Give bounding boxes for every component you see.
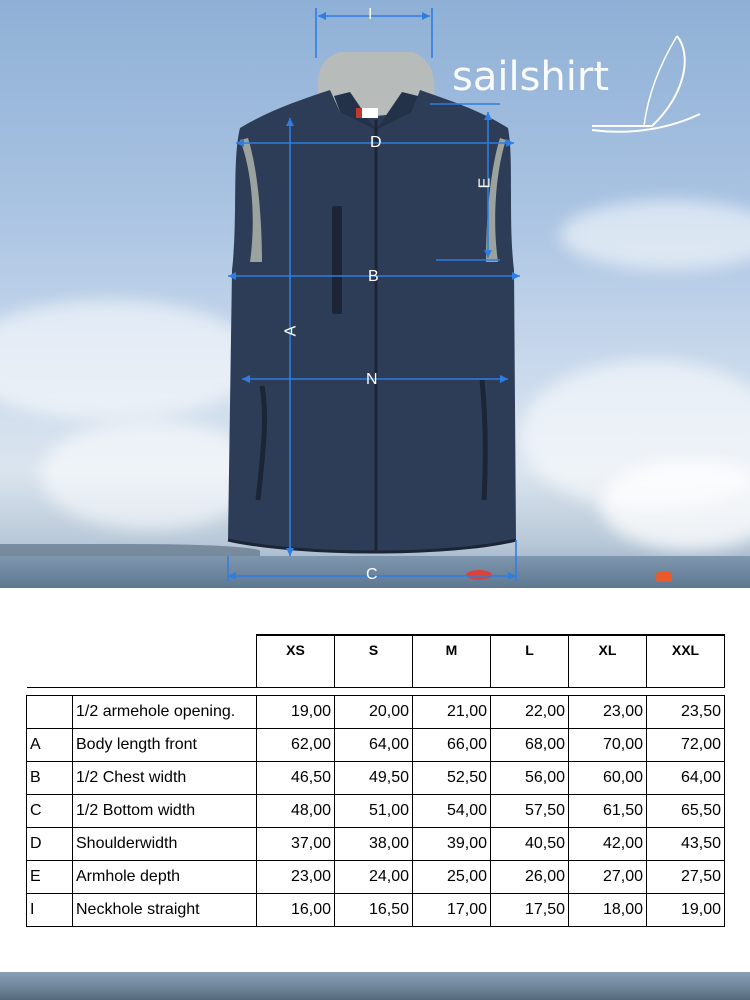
size-value-l: 40,50 bbox=[491, 827, 569, 860]
brand-name: sailshirt bbox=[452, 54, 610, 100]
measure-code: B bbox=[27, 761, 73, 794]
measure-label: Neckhole straight bbox=[73, 893, 257, 926]
size-value-l: 26,00 bbox=[491, 860, 569, 893]
size-value-xl: 27,00 bbox=[569, 860, 647, 893]
size-value-xxl: 72,00 bbox=[647, 728, 725, 761]
size-value-m: 66,00 bbox=[413, 728, 491, 761]
size-header-l: L bbox=[491, 635, 569, 687]
size-value-m: 52,50 bbox=[413, 761, 491, 794]
dimension-label-n: N bbox=[366, 371, 378, 388]
size-value-xxl: 43,50 bbox=[647, 827, 725, 860]
size-value-xs: 48,00 bbox=[257, 794, 335, 827]
measure-label: Shoulderwidth bbox=[73, 827, 257, 860]
table-row bbox=[27, 728, 725, 761]
table-row bbox=[27, 860, 725, 893]
measure-label: 1/2 armehole opening. bbox=[73, 695, 257, 728]
size-value-m: 54,00 bbox=[413, 794, 491, 827]
measure-code: I bbox=[27, 893, 73, 926]
dimension-label-b: B bbox=[368, 268, 379, 285]
size-value-xxl: 19,00 bbox=[647, 893, 725, 926]
size-value-xl: 60,00 bbox=[569, 761, 647, 794]
table-row bbox=[27, 761, 725, 794]
size-table bbox=[26, 634, 725, 927]
size-value-xxl: 27,50 bbox=[647, 860, 725, 893]
dimension-label-i: I bbox=[368, 6, 373, 23]
size-value-xl: 18,00 bbox=[569, 893, 647, 926]
size-value-l: 56,00 bbox=[491, 761, 569, 794]
measure-label: Armhole depth bbox=[73, 860, 257, 893]
size-value-l: 22,00 bbox=[491, 695, 569, 728]
dimension-label-e: E bbox=[476, 177, 494, 189]
size-header-xs: XS bbox=[257, 635, 335, 687]
size-value-s: 51,00 bbox=[335, 794, 413, 827]
bottom-photo-strip bbox=[0, 972, 750, 1000]
size-value-xs: 62,00 bbox=[257, 728, 335, 761]
size-value-xs: 16,00 bbox=[257, 893, 335, 926]
table-row bbox=[27, 827, 725, 860]
size-value-xs: 46,50 bbox=[257, 761, 335, 794]
size-value-m: 39,00 bbox=[413, 827, 491, 860]
size-value-s: 20,00 bbox=[335, 695, 413, 728]
size-value-xl: 23,00 bbox=[569, 695, 647, 728]
size-value-xs: 23,00 bbox=[257, 860, 335, 893]
measure-code: E bbox=[27, 860, 73, 893]
size-value-xl: 42,00 bbox=[569, 827, 647, 860]
measure-code bbox=[27, 695, 73, 728]
size-value-s: 38,00 bbox=[335, 827, 413, 860]
measure-label: Body length front bbox=[73, 728, 257, 761]
size-value-s: 49,50 bbox=[335, 761, 413, 794]
size-value-s: 64,00 bbox=[335, 728, 413, 761]
size-value-l: 17,50 bbox=[491, 893, 569, 926]
size-value-s: 16,50 bbox=[335, 893, 413, 926]
size-value-m: 21,00 bbox=[413, 695, 491, 728]
table-row bbox=[27, 794, 725, 827]
size-header-xxl: XXL bbox=[647, 635, 725, 687]
dimension-label-c: C bbox=[366, 566, 378, 583]
size-value-xs: 37,00 bbox=[257, 827, 335, 860]
size-value-s: 24,00 bbox=[335, 860, 413, 893]
size-value-l: 57,50 bbox=[491, 794, 569, 827]
measure-code: A bbox=[27, 728, 73, 761]
size-value-xs: 19,00 bbox=[257, 695, 335, 728]
dimension-label-d: D bbox=[370, 134, 382, 151]
size-header-row bbox=[27, 635, 725, 687]
table-row bbox=[27, 893, 725, 926]
dimension-label-a: A bbox=[282, 325, 300, 337]
size-value-xl: 70,00 bbox=[569, 728, 647, 761]
measure-code: C bbox=[27, 794, 73, 827]
size-value-m: 25,00 bbox=[413, 860, 491, 893]
size-value-l: 68,00 bbox=[491, 728, 569, 761]
measure-code: D bbox=[27, 827, 73, 860]
size-header-s: S bbox=[335, 635, 413, 687]
measure-label: 1/2 Chest width bbox=[73, 761, 257, 794]
size-header-m: M bbox=[413, 635, 491, 687]
size-value-xxl: 65,50 bbox=[647, 794, 725, 827]
size-header-xl: XL bbox=[569, 635, 647, 687]
size-value-xl: 61,50 bbox=[569, 794, 647, 827]
size-value-xxl: 64,00 bbox=[647, 761, 725, 794]
measure-label: 1/2 Bottom width bbox=[73, 794, 257, 827]
size-value-m: 17,00 bbox=[413, 893, 491, 926]
table-separator bbox=[27, 687, 725, 695]
size-value-xxl: 23,50 bbox=[647, 695, 725, 728]
size-chart bbox=[26, 634, 725, 927]
table-row bbox=[27, 695, 725, 728]
